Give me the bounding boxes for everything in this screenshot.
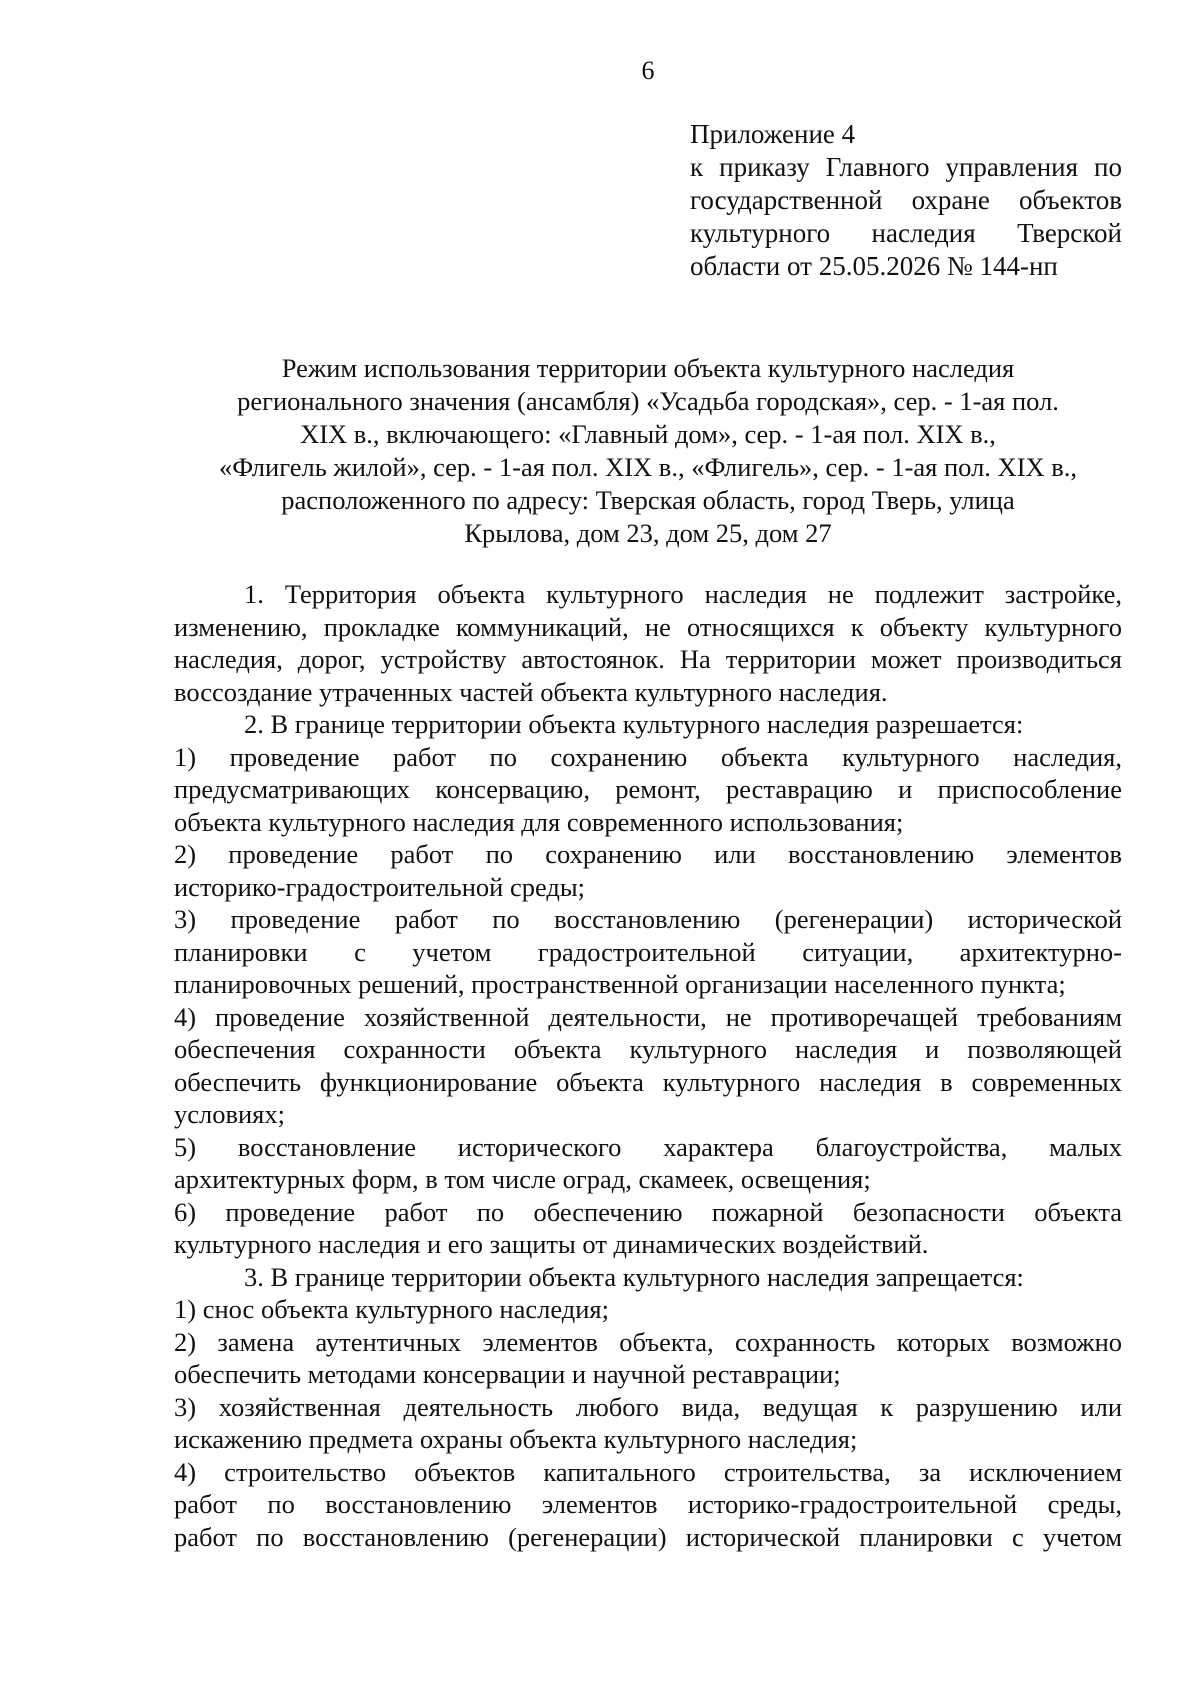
title-line: Режим использования территории объекта культурного наследия [281, 353, 1015, 383]
title-line: регионального значения (ансамбля) «Усадьба городская», сер. - 1-ая пол. [237, 386, 1059, 416]
appendix-line: к приказу Главного управления по [690, 152, 1122, 182]
appendix-line: Приложение 4 [690, 119, 856, 149]
list-item-line: обеспечить функционирование объекта культурного наследия в современных [174, 1066, 1122, 1097]
list-item-line: 3) хозяйственная деятельность любого вида, ведущая к разрушению или [174, 1391, 1122, 1422]
list-item-line: условиях; [174, 1099, 285, 1129]
list-item-line: 4) строительство объектов капитального строительства, за исключением [174, 1456, 1122, 1487]
paragraph-line: воссоздание утраченных частей объекта культурного наследия. [174, 676, 888, 707]
list-item-line: обеспечить методами консервации и научной реставрации; [174, 1359, 841, 1389]
list-item-line: культурного наследия и его защиты от динамических воздействий. [174, 1229, 929, 1259]
list-item-line: обеспечения сохранности объекта культурного наследия и позволяющей [174, 1034, 1122, 1064]
list-item-line: 1) проведение работ по сохранению объекта культурного наследия, [174, 741, 1122, 772]
list-item-line: объекта культурного наследия для современного использования; [174, 806, 904, 837]
paragraph-line: наследия, дорог, устройству автостоянок. На территории может производиться [174, 644, 1122, 674]
list-item-line: 3) проведение работ по восстановлению (регенерации) исторической [174, 904, 1122, 934]
section-heading-line: 3. В границе территории объекта культурного наследия запрещается: [244, 1261, 1024, 1292]
appendix-header [690, 118, 1122, 283]
list-item-line: 4) проведение хозяйственной деятельности, не противоречащей требованиям [174, 1001, 1122, 1032]
appendix-line: государственной охране объектов [690, 185, 1122, 215]
list-item-line: 2) проведение работ по сохранению или восстановлению элементов [174, 839, 1122, 869]
document-body [174, 578, 1122, 1553]
paragraph-line: 1. Территория объекта культурного наследия не подлежит застройке, [244, 579, 1122, 609]
title-line: XIX в., включающего: «Главный дом», сер. - 1-ая пол. XIX в., [300, 419, 996, 449]
section-heading-line: 2. В границе территории объекта культурного наследия разрешается: [244, 709, 1024, 739]
page-number: 6 [641, 56, 655, 85]
list-item-line: архитектурных форм, в том числе оград, скамеек, освещения; [174, 1164, 871, 1194]
list-item-line: историко-градостроительной среды; [174, 871, 586, 902]
list-item-line: 6) проведение работ по обеспечению пожарной безопасности объекта [174, 1196, 1122, 1227]
title-line: Крылова, дом 23, дом 25, дом 27 [464, 518, 832, 548]
list-item-line: искажению предмета охраны объекта культурного наследия; [174, 1424, 858, 1454]
list-item-line: 2) замена аутентичных элементов объекта, сохранность которых возможно [174, 1326, 1122, 1357]
paragraph-line: изменению, прокладке коммуникаций, не относящихся к объекту культурного [174, 611, 1122, 642]
appendix-line: культурного наследия Тверской [690, 218, 1122, 248]
list-item-line: планировочных решений, пространственной организации населенного пункта; [174, 969, 1066, 999]
list-item-line: работ по восстановлению элементов историко-градостроительной среды, [174, 1489, 1122, 1519]
list-item-line: 5) восстановление исторического характера благоустройства, малых [174, 1131, 1122, 1162]
list-item-line: работ по восстановлению (регенерации) исторической планировки с учетом [174, 1521, 1122, 1552]
title-line: расположенного по адресу: Тверская область, город Тверь, улица [281, 485, 1015, 515]
document-title [150, 352, 1146, 550]
list-item-line: 1) снос объекта культурного наследия; [174, 1294, 609, 1324]
appendix-line: области от 25.05.2026 № 144-нп [690, 251, 1058, 281]
title-line: «Флигель жилой», сер. - 1-ая пол. XIX в., «Флигель», сер. - 1-ая пол. XIX в., [218, 452, 1078, 482]
list-item-line: планировки с учетом градостроительной ситуации, архитектурно- [174, 936, 1122, 967]
list-item-line: предусматривающих консервацию, ремонт, реставрацию и приспособление [174, 774, 1122, 804]
